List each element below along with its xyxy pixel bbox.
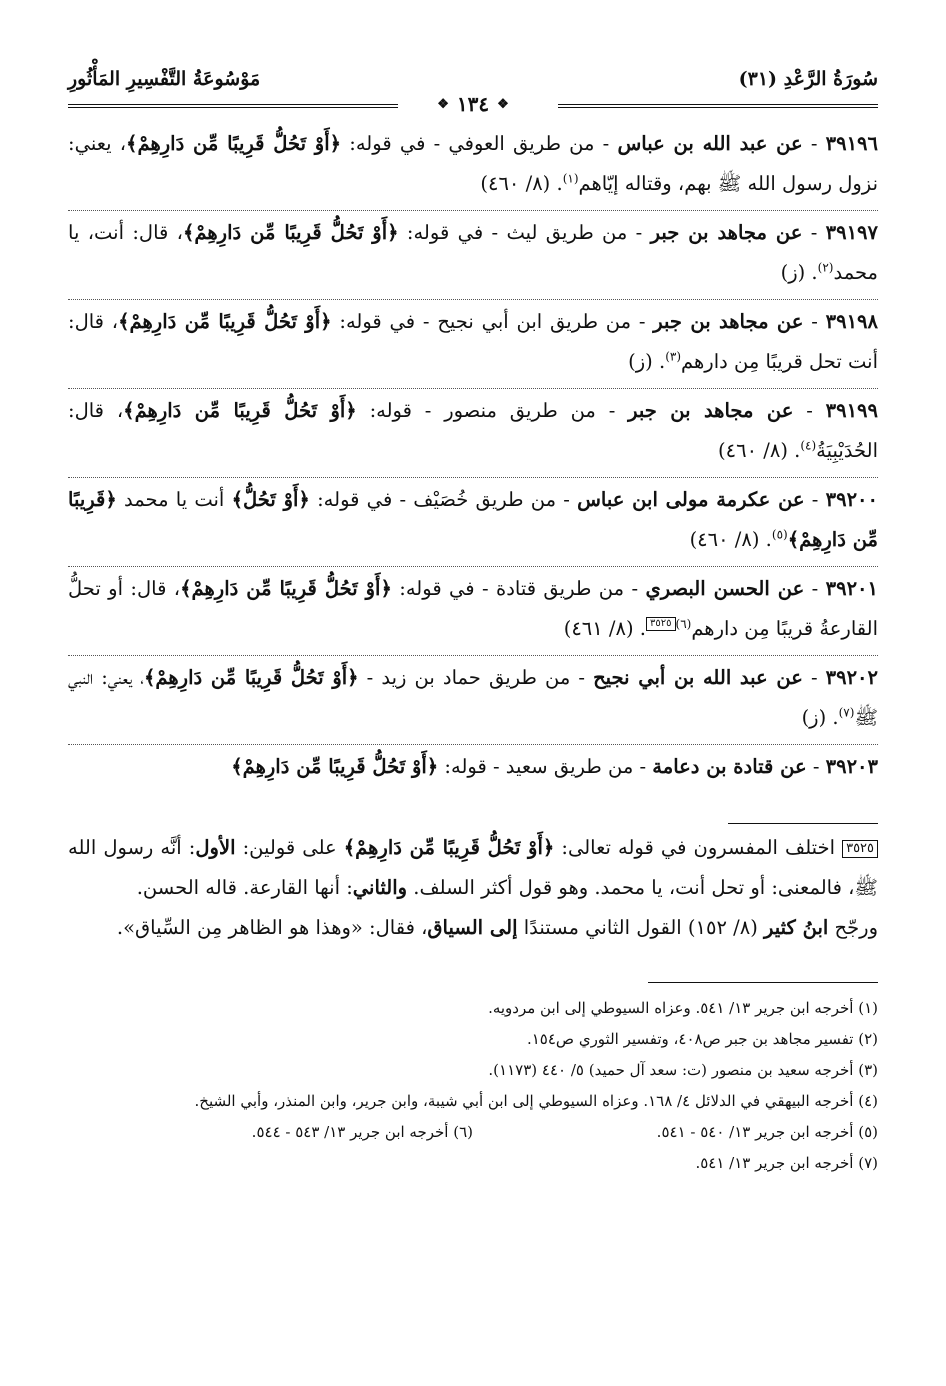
volume-reference: . (٨/ ٤٦٠) — [718, 439, 801, 462]
commentary — [68, 828, 878, 948]
commentary-paragraph — [68, 828, 878, 908]
footnote: (٧) أخرجه ابن جرير ١٣/ ٥٤١. — [695, 1154, 878, 1172]
entry: ٣٩٢٠٣ - عن قتادة بن دعامة - من طريق سعيد - قوله: ﴿أَوْ تَحُلُّ قَرِيبًا مِّن دَارِهِمْ﴾ — [231, 755, 878, 778]
commentary-text: اختلف المفسرون في قوله تعالى: — [554, 836, 843, 859]
quran-verse: ﴿أَوْ تَحُلُّ قَرِيبًا مِّن دَارِهِمْ﴾ — [343, 836, 555, 859]
footnote: (٣) أخرجه سعيد بن منصور (ت: سعد آل حميد) ٥/ ٤٤٠ (١١٧٣). — [488, 1061, 878, 1079]
entry-route: - من طريق سعيد - قوله: — [438, 755, 653, 778]
entry-narrator: عن عبد الله بن أبي نجيح — [593, 666, 803, 689]
entry-route: - من طريق العوفي - في قوله: — [341, 132, 618, 155]
entry-text: ، يعني: نزول رسول الله ﷺ بهم، وقتاله إيّاهم — [68, 132, 878, 195]
entry-narrator: عن عبد الله بن عباس — [617, 132, 803, 155]
entry-text: ، قال: أو تحلُّ القارعةُ قريبًا مِن دارهم — [68, 577, 878, 640]
book-title: مَوْسُوعَةُ التَّفْسِيرِ المَأْثُورِ — [68, 68, 261, 90]
entry-text: ، يعني: النبي ﷺ — [68, 666, 878, 729]
entry: ٣٩٢٠١ - عن الحسن البصري - من طريق قتادة - في قوله: ﴿أَوْ تَحُلُّ قَرِيبًا مِّن دَارِهِمْ﴾، قال: أو تحلُّ القارعةُ قريبًا مِن دارهم$^{(٦)٣٥٢٥}$. (٨/ ٤٦١) — [68, 567, 878, 656]
header-rule-right — [558, 104, 878, 108]
entry-number: ٣٩١٩٩ — [825, 399, 878, 422]
quran-verse: ﴿أَوْ تَحُلُّ قَرِيبًا مِّن دَارِهِمْ﴾ — [123, 399, 357, 422]
entry-text: أنت يا محمد — [116, 488, 232, 511]
quran-verse: ﴿أَوْ تَحُلُّ قَرِيبًا مِّن دَارِهِمْ﴾ — [231, 755, 439, 778]
entry-route: - من طريق حماد بن زيد - — [358, 666, 594, 689]
entry-route: - من طريق ابن أبي نجيح - في قوله: — [331, 310, 654, 333]
volume-reference: . (ز) — [801, 706, 839, 729]
entry-number: ٣٩٢٠٠ — [825, 488, 878, 511]
entry-text: ، قال: أنت تحل قريبًا مِن دارهم — [68, 310, 878, 373]
entry-narrator: عن مجاهد بن جبر — [628, 399, 794, 422]
footnote: (٤) أخرجه البيهقي في الدلائل ٤/ ١٦٨. وعزاه السيوطي إلى ابن أبي شيبة، وابن جرير، وابن المنذر، وأبي الشيخ. — [194, 1092, 878, 1110]
footnote: (٥) أخرجه ابن جرير ١٣/ ٥٤٠ - ٥٤١. — [656, 1123, 878, 1141]
entry: ٣٩١٩٨ - عن مجاهد بن جبر - من طريق ابن أبي نجيح - في قوله: ﴿أَوْ تَحُلُّ قَرِيبًا مِّن دَارِهِمْ﴾، قال: أنت تحل قريبًا مِن دارهم$^{(٣)}$. (ز) — [68, 300, 878, 389]
entry: ٣٩١٩٧ - عن مجاهد بن جبر - من طريق ليث - في قوله: ﴿أَوْ تَحُلُّ قَرِيبًا مِّن دَارِهِمْ﴾، قال: أنت، يا محمد$^{(٢)}$. (ز) — [68, 211, 878, 300]
hadith-entries — [68, 122, 878, 793]
footnote-row — [68, 1117, 878, 1148]
entry-route: - من طريق قتادة - في قوله: — [391, 577, 646, 600]
entry-route: - من طريق منصور - قوله: — [356, 399, 629, 422]
entry-number: ٣٩١٩٧ — [825, 221, 878, 244]
page-header — [68, 60, 878, 116]
header-rule-left — [68, 104, 398, 108]
volume-reference: . (٨/ ٤٦١) — [563, 617, 647, 640]
entry-narrator: عن قتادة بن دعامة — [652, 755, 807, 778]
page-number: ١٣٤ — [456, 92, 490, 116]
footnote: (٦) أخرجه ابن جرير ١٣/ ٥٤٣ - ٥٤٤. — [251, 1123, 473, 1141]
footnote-marker[interactable]: (٣) — [665, 349, 682, 364]
ornament-icon: ❖ — [497, 96, 509, 112]
footnote-marker[interactable]: (٥) — [771, 527, 788, 542]
commentary-text: ، فقال: «وهذا هو الظاهر مِن السِّياق». — [116, 916, 428, 939]
page — [68, 60, 878, 1356]
quran-verse: ﴿أَوْ تَحُلُّ قَرِيبًا مِّن دَارِهِمْ﴾ — [118, 310, 332, 333]
footnote-marker[interactable]: (٧) — [838, 705, 855, 720]
volume-reference: . (ز) — [780, 261, 818, 284]
entry-text: ، قال: أنت، يا محمد — [68, 221, 878, 284]
quran-verse: ﴿أَوْ تَحُلُّ قَرِيبًا مِّن دَارِهِمْ﴾ — [143, 666, 359, 689]
entry: ٣٩٢٠٢ - عن عبد الله بن أبي نجيح - من طريق حماد بن زيد - ﴿أَوْ تَحُلُّ قَرِيبًا مِّن دَارِهِمْ﴾، يعني: النبي ﷺ$^{(٧)}$. (ز) — [68, 656, 878, 745]
footnote-marker[interactable]: (٤) — [800, 438, 817, 453]
commentary-emphasis: إلى السياق — [427, 916, 518, 939]
second-opinion-label: والثاني — [352, 876, 408, 899]
quran-verse: ﴿أَوْ تَحُلُّ قَرِيبًا مِّن دَارِهِمْ﴾ — [182, 221, 399, 244]
ornament-icon: ❖ — [437, 96, 449, 112]
entry-number: ٣٩٢٠٣ — [825, 755, 878, 778]
footnotes — [68, 993, 878, 1179]
footnote-marker[interactable]: (١) — [562, 171, 579, 186]
entry-narrator: عن عكرمة مولى ابن عباس — [577, 488, 805, 511]
entry-number: ٣٩١٩٨ — [825, 310, 878, 333]
commentary-text: : أنها القارعة. قاله الحسن. — [136, 876, 353, 899]
entry-number: ٣٩٢٠٢ — [825, 666, 879, 689]
commentary-box-number[interactable]: ٣٥٢٥ — [646, 617, 675, 631]
quran-verse: ﴿أَوْ تَحُلُّ﴾ — [231, 488, 310, 511]
entry-narrator: عن الحسن البصري — [645, 577, 805, 600]
commentary-paragraph — [68, 908, 878, 948]
volume-reference: . (٨/ ٤٦٠) — [480, 172, 563, 195]
entry-text: ، قال: الحُدَيْبِيَةُ — [68, 399, 878, 462]
entry: ٣٩١٩٩ - عن مجاهد بن جبر - من طريق منصور - قوله: ﴿أَوْ تَحُلُّ قَرِيبًا مِّن دَارِهِمْ﴾، قال: الحُدَيْبِيَةُ$^{(٤)}$. (٨/ ٤٦٠) — [68, 389, 878, 478]
footnote: (٢) تفسير مجاهد بن جبر ص٤٠٨، وتفسير الثوري ص١٥٤. — [526, 1030, 878, 1048]
entry-narrator: عن مجاهد بن جبر — [650, 221, 803, 244]
quran-verse: ﴿أَوْ تَحُلُّ قَرِيبًا مِّن دَارِهِمْ﴾ — [180, 577, 392, 600]
first-opinion-label: الأول — [195, 836, 236, 859]
entry-route: - من طريق خُصَيْف - في قوله: — [309, 488, 578, 511]
entry-route: - من طريق ليث - في قوله: — [398, 221, 651, 244]
commentary-text: على قولين: — [235, 836, 344, 859]
footnote-marker[interactable] — [646, 617, 691, 631]
footnote-separator — [648, 982, 878, 983]
footnote-marker-number: (٦) — [675, 616, 692, 631]
commentary-text: ورجّح — [828, 916, 878, 939]
quran-verse: ﴿قَرِيبًا مِّن دَارِهِمْ﴾ — [68, 488, 878, 551]
entry-narrator: عن مجاهد بن جبر — [653, 310, 804, 333]
scholar-name: ابنُ كثير — [764, 916, 829, 939]
commentary-box-number: ٣٥٢٥ — [842, 840, 878, 858]
entry: ٣٩٢٠٠ - عن عكرمة مولى ابن عباس - من طريق خُصَيْف - في قوله: ﴿أَوْ تَحُلُّ﴾ أنت يا محمد ﴿قَرِيبًا مِّن دَارِهِمْ﴾$^{(٥)}$. (٨/ ٤٦٠) — [68, 478, 878, 567]
volume-reference: . (ز) — [628, 350, 666, 373]
volume-reference: . (٨/ ٤٦٠) — [689, 528, 772, 551]
entry: ٣٩١٩٦ - عن عبد الله بن عباس - من طريق العوفي - في قوله: ﴿أَوْ تَحُلُّ قَرِيبًا مِّن دَارِهِمْ﴾، يعني: نزول رسول الله ﷺ بهم، وقتاله إيّاهم$^{(١)}$. (٨/ ٤٦٠) — [68, 122, 878, 211]
commentary-separator — [728, 823, 878, 824]
entry-number: ٣٩٢٠١ — [825, 577, 878, 600]
entry-number: ٣٩١٩٦ — [825, 132, 879, 155]
footnote: (١) أخرجه ابن جرير ١٣/ ٥٤١. وعزاه السيوطي إلى ابن مردويه. — [488, 999, 878, 1017]
footnote-marker[interactable]: (٢) — [817, 260, 834, 275]
surah-title: سُورَةُ الرَّعْدِ (٣١) — [738, 68, 878, 90]
commentary-text: (٨/ ١٥٢) القول الثاني مستندًا — [517, 916, 765, 939]
quran-verse: ﴿أَوْ تَحُلُّ قَرِيبًا مِّن دَارِهِمْ﴾ — [126, 132, 342, 155]
page-number-box — [437, 92, 509, 116]
commentary-text: : أنَّه رسول الله ﷺ، فالمعنى: أو تحل أنت، يا محمد. وهو قول أكثر السلف. — [68, 836, 878, 899]
